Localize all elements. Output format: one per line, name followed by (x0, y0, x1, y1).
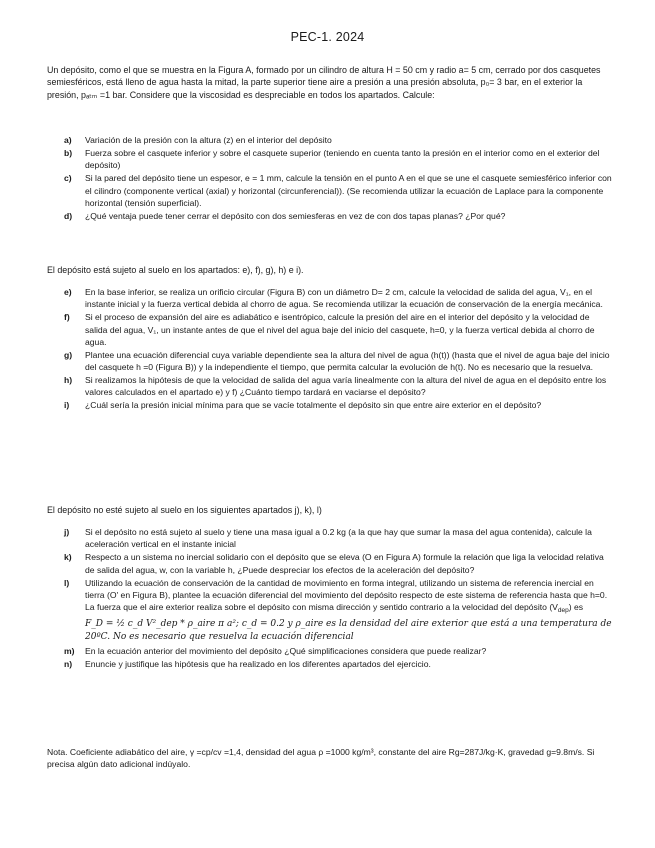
item-label: l) (64, 577, 70, 588)
item-text: ¿Qué ventaja puede tener cerrar el depósito con dos semiesferas en vez de con dos tapas planas? ¿Por qué? (85, 210, 506, 221)
item-label: a) (64, 135, 72, 145)
item-label: c) (64, 173, 72, 184)
item-label: d) (64, 210, 73, 221)
intro-paragraph: Un depósito, como el que se muestra en la Figura A, formado por un cilindro de altura H = 50 cm y radio a= 5 cm, cerrado por dos casquetes semiesféricos, está lleno de agua hasta la mitad, la parte superior tiene aire a presión a una presión absoluta, p₀= 3 bar, en el exterior la presión, pₐₜₘ =1 bar. Considere que la viscosidad es despreciable en todos los apartados. Calcule: (47, 65, 601, 100)
list-item (47, 210, 612, 222)
list-item (47, 311, 612, 348)
vdep-subscript: dep (557, 607, 569, 614)
item-label: i) (64, 400, 70, 411)
item-text: En la ecuación anterior del movimiento del depósito ¿Qué simplificaciones considera que puede realizar? (85, 645, 487, 656)
item-text: Si el depósito no está sujeto al suelo y tiene una masa igual a 0.2 kg (a la que hay que sumar la masa del agua contenida), calcule la aceleración vertical en el instante inicial (85, 527, 592, 550)
item-label: f) (64, 312, 70, 323)
list-item (47, 172, 612, 209)
list-item (47, 134, 612, 146)
item-text: Enuncie y justifique las hipótesis que ha realizado en los diferentes apartados del ejercicio. (85, 658, 431, 669)
list-item (47, 526, 612, 550)
list-item (47, 374, 612, 398)
section-2-list (47, 286, 612, 412)
item-text: Utilizando la ecuación de conservación de la cantidad de movimiento en forma integral, utilizando un sistema de referencia inercial en tierra (O' en Figura B), plantee la ecuación diferencial del movimiento del depósito respecto de este sistema de referencia hasta que h=0. La fuerza que el aire exterior realiza sobre el depósito con misma dirección y sentido contrario a la velocidad del depósito (V (85, 577, 608, 612)
list-item (47, 349, 612, 373)
section-2-header: El depósito está sujeto al suelo en los apartados: e), f), g), h) e i). (47, 265, 304, 275)
item-text-mid: ) es (568, 602, 584, 612)
item-label: j) (64, 527, 70, 537)
item-text: En la base inferior, se realiza un orificio circular (Figura B) con un diámetro D= 2 cm, calcule la velocidad de salida del agua, V₁, en el instante inicial y la fuerza vertical debida al chorro de agua. Se recomienda utilizar la ecuación de conservación de la energía mecánica. (85, 287, 603, 310)
section-3-list (47, 526, 612, 671)
item-text: Respecto a un sistema no inercial solidario con el depósito que se eleva (O en Figura A) formule la relación que liga la velocidad relativa de salida del agua, w, con la variable h, ¿Puede despreciar los efectos de la aceleración del depósito? (85, 552, 604, 575)
item-text: Si realizamos la hipótesis de que la velocidad de salida del agua varía linealmente con la altura del nivel de agua en el depósito entre los valores calculados en el apartado e) y f) ¿Cuánto tiempo tardará en vaciarse el depósito? (85, 375, 607, 398)
drag-force-formula: F_D = ½ c_d V²_dep * ρ_aire π a²; c_d = 0.2 y ρ_aire es la densidad del aire exterior que está a una temperatura de 20ºC. No es necesario que resuelva la ecuación diferencial (85, 619, 612, 643)
footnote: Nota. Coeficiente adiabático del aire, γ =cp/cv =1,4, densidad del agua ρ =1000 kg/m³, constante del aire Rg=287J/kg·K, gravedad g=9.8m/s. Si precisa algún dato adicional indúyalo. (47, 747, 595, 770)
item-text: Plantee una ecuación diferencial cuya variable dependiente sea la altura del nivel de agua (h(t)) (hasta que el nivel de agua baje del inicio del casquete h =0 (Figura B)) y la independiente el tiempo, que permita calcular la evolución de h(t). No es necesario que la resuelva. (85, 349, 610, 372)
item-text: ¿Cuál sería la presión inicial mínima para que se vacíe totalmente el depósito sin que entre aire exterior en el depósito? (85, 400, 542, 411)
section-3-header: El depósito no esté sujeto al suelo en los siguientes apartados j), k), l) (47, 505, 322, 515)
item-label: e) (64, 287, 72, 297)
item-text: Si el proceso de expansión del aire es adiabático e isentrópico, calcule la presión del aire en el interior del depósito y la velocidad de salida del agua, V₁, un instante antes de que el nivel del agua baje del inicio del casquete, h=0, y la fuerza vertical debida al chorro de agua. (85, 312, 595, 347)
list-item (47, 645, 612, 657)
item-label: k) (64, 552, 72, 563)
item-text: Si la pared del depósito tiene un espesor, e = 1 mm, calcule la tensión en el punto A en el que se une el casquete semiesférico inferior con el cilindro (componente vertical (axial) y horizontal (circunferencial)). (Se recomienda utilizar la ecuación de Laplace para la componente horizontal (tensión superficial). (85, 173, 612, 208)
page-title: PEC-1. 2024 (290, 30, 365, 44)
item-label: h) (64, 375, 73, 386)
list-item (47, 286, 612, 310)
item-text: Variación de la presión con la altura (z) en el interior del depósito (85, 135, 332, 145)
list-item (47, 658, 612, 670)
item-label: n) (64, 658, 73, 669)
item-label: m) (64, 645, 75, 656)
list-item (47, 551, 612, 575)
list-item (47, 399, 612, 411)
item-label: g) (64, 349, 73, 360)
item-label: b) (64, 148, 73, 159)
section-1-list (47, 134, 612, 223)
item-text: Fuerza sobre el casquete inferior y sobre el casquete superior (teniendo en cuenta tanto la presión en el interior como en el exterior del depósito) (85, 148, 600, 171)
list-item (47, 577, 612, 644)
list-item (47, 147, 612, 171)
